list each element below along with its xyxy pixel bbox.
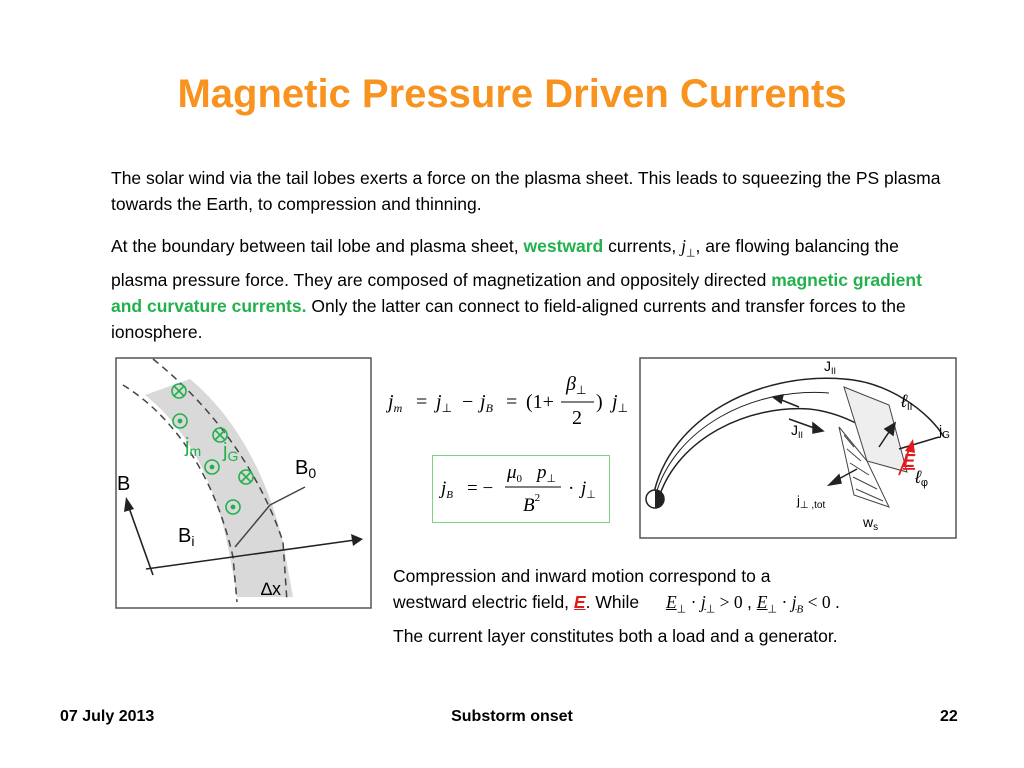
svg-text:j⊥: $j_\perp$: [581, 478, 596, 501]
equation-jm: [386, 368, 646, 436]
caption-line-3: The current layer constitutes both a load and a generator.: [393, 625, 838, 646]
svg-text:μ0: $\mu_0$: [507, 462, 523, 485]
label-jm: $j_m$: [185, 435, 202, 459]
svg-text:(1+: (1+: [526, 391, 554, 413]
footer-title: Substorm onset: [451, 708, 573, 725]
j-perp-symbol: $j_\perp$: [681, 236, 696, 260]
label-B: B: [117, 473, 131, 495]
label-Bi: $B_i$: [178, 525, 195, 549]
para2-text-1: At the boundary between tail lobe and plasma sheet,: [111, 236, 524, 256]
svg-text:jm: $j_m$: [388, 391, 403, 415]
label-ws: $w_s$: [863, 514, 879, 533]
label-Jpar-mid: $J_{II}$: [791, 422, 804, 440]
inequality-1: $E_\perp \cdot j_\perp > 0$: [665, 592, 743, 616]
svg-text:·: ·: [568, 478, 575, 499]
footer-date: 07 July 2013: [60, 708, 155, 725]
westward-highlight: westward: [523, 236, 604, 256]
label-jG: $j_G$: [939, 422, 950, 441]
equation-jB: [433, 456, 609, 522]
plasma-sheet-diagram: [115, 357, 372, 609]
svg-text:B2: $B^2$: [523, 492, 541, 516]
inequality-2: $E_\perp \cdot j_B < 0$: [756, 592, 831, 616]
svg-text:j⊥: $j_\perp$: [436, 391, 453, 415]
svg-text:=: =: [506, 391, 518, 413]
label-jG: $j_G$: [223, 440, 239, 464]
svg-text:= −: = −: [467, 478, 494, 499]
equation-jB-box: [432, 455, 610, 523]
label-dx: ∆x: [261, 579, 282, 599]
footer-page-number: 22: [940, 708, 958, 725]
paragraph-1: The solar wind via the tail lobes exerts a force on the plasma sheet. This leads to squeezing the PS plasma towards the Earth, to compression and thinning.: [111, 168, 941, 214]
caption-line-1: Compression and inward motion correspond to a: [393, 566, 771, 586]
svg-text:): ): [596, 391, 603, 413]
para2-text-2: currents,: [603, 236, 682, 256]
svg-text:−: −: [462, 391, 474, 413]
label-jtot: $j_{\perp ,tot}$: [797, 493, 826, 511]
field-aligned-current-diagram: [639, 357, 957, 539]
para2-text-3: , are flowing balancing the plasma pressure force. They are composed of magnetization and oppositely directed: [111, 236, 899, 290]
caption-line-2: westward electric field, E. While $E_\perp \cdot j_\perp > 0$ , $E_\perp \cdot j_B < 0$ .: [393, 592, 840, 616]
label-E: E: [903, 451, 916, 471]
label-ell-phi: ℓφ: [915, 467, 928, 489]
para2-text-4: Only the latter can connect to field-aligned currents and transfer forces to the ionosphere.: [111, 295, 906, 342]
slide-title: Magnetic Pressure Driven Currents: [177, 72, 847, 116]
paragraph-2: [111, 233, 951, 345]
svg-text:jB: $j_B$: [441, 478, 454, 501]
svg-text:j⊥: $j_\perp$: [612, 391, 629, 415]
svg-text:jB: $j_B$: [480, 391, 493, 415]
E-field-symbol: E: [573, 592, 586, 612]
label-Jpar-top: $J_{II}$: [824, 358, 837, 376]
gradient-curvature-highlight: magnetic gradient and curvature currents.: [111, 269, 922, 316]
svg-text:2: 2: [572, 407, 582, 429]
svg-text:β⊥: $\beta_\perp$: [566, 373, 587, 397]
svg-text:=: =: [416, 391, 428, 413]
label-B0: $B_0$: [295, 457, 317, 481]
caption-text: [393, 563, 993, 649]
svg-text:p⊥: $p_\perp$: [537, 462, 557, 485]
label-ell-par: ℓII: [901, 391, 913, 413]
